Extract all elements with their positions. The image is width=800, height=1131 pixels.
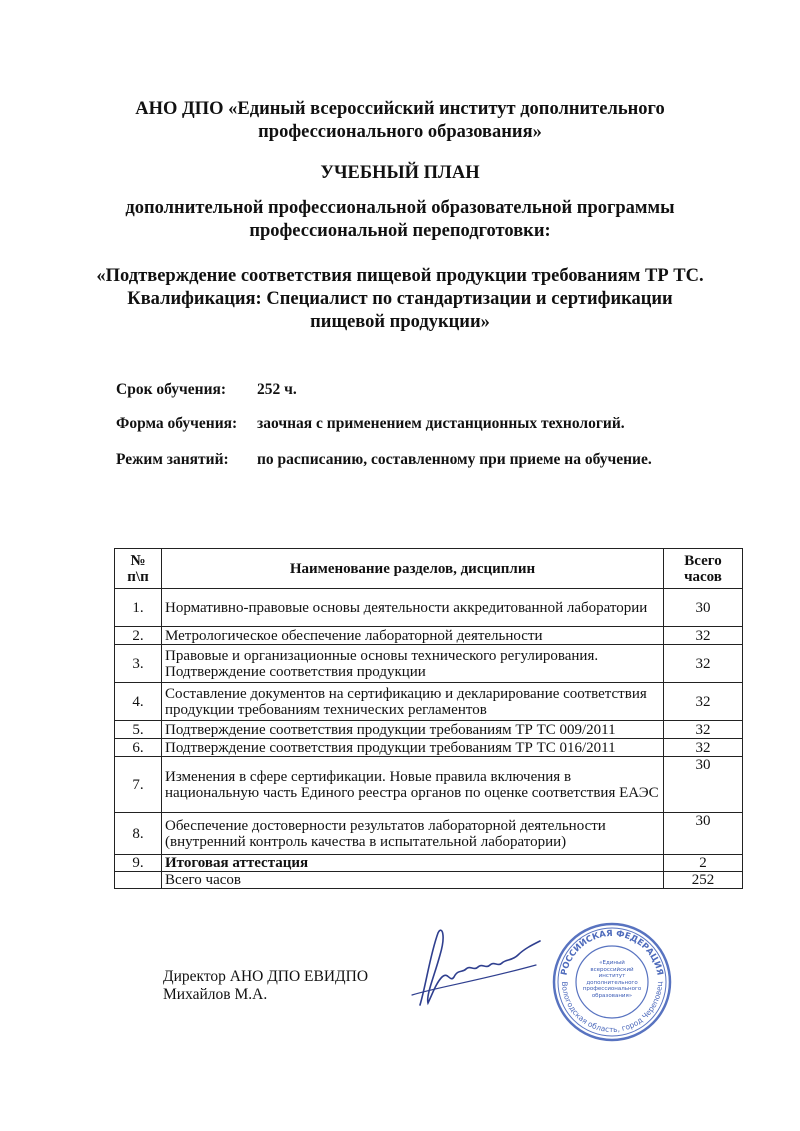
table-row	[115, 627, 743, 645]
table-row	[115, 683, 743, 721]
program-line-2: Квалификация: Специалист по стандартизации и сертификации	[127, 289, 673, 309]
curriculum-table	[114, 548, 743, 889]
stamp-top-text: РОССИЙСКАЯ ФЕДЕРАЦИЯ	[559, 928, 665, 977]
mode-row	[116, 451, 652, 469]
form-row	[116, 415, 625, 433]
row-num: 1.	[115, 589, 162, 627]
signatory-name: Михайлов М.А.	[163, 986, 268, 1003]
row-num: 3.	[115, 645, 162, 683]
row-name: Всего часов	[162, 872, 664, 889]
row-hours: 30	[664, 589, 743, 627]
table-row	[115, 739, 743, 757]
header-name: Наименование разделов, дисциплин	[162, 549, 664, 589]
signatory-block	[163, 968, 368, 1004]
stamp-center-text: «Единый всероссийский институт дополнительного профессионального образования»	[582, 960, 642, 999]
row-num: 9.	[115, 855, 162, 872]
duration-row	[116, 381, 297, 399]
row-name: Метрологическое обеспечение лабораторной деятельности	[162, 627, 664, 645]
subtitle-line-2: профессиональной переподготовки:	[249, 221, 551, 241]
table-row	[115, 721, 743, 739]
row-name: Подтверждение соответствия продукции требованиям ТР ТС 009/2011	[162, 721, 664, 739]
row-num: 5.	[115, 721, 162, 739]
row-name: Правовые и организационные основы технического регулирования. Подтверждение соответствия продукции	[162, 645, 664, 683]
header-num: № п\п	[115, 549, 162, 589]
duration-label: Срок обучения:	[116, 381, 227, 398]
row-num: 2.	[115, 627, 162, 645]
table-row	[115, 645, 743, 683]
row-hours: 32	[664, 683, 743, 721]
subtitle-line-1: дополнительной профессиональной образовательной программы	[125, 198, 675, 218]
row-name: Обеспечение достоверности результатов лабораторной деятельности (внутренний контроль качества в испытательной лаборатории)	[162, 813, 664, 855]
stamp-bottom-text: Вологодская область, город Череповец	[559, 981, 665, 1035]
table-header-row	[115, 549, 743, 589]
row-hours: 32	[664, 645, 743, 683]
row-num	[115, 872, 162, 889]
row-num: 7.	[115, 757, 162, 813]
program-name	[0, 265, 800, 334]
row-num: 4.	[115, 683, 162, 721]
row-hours: 30	[664, 757, 743, 813]
row-name: Составление документов на сертификацию и декларирование соответствия продукции требованиям технических регламентов	[162, 683, 664, 721]
program-line-1: «Подтверждение соответствия пищевой продукции требованиям ТР ТС.	[96, 266, 704, 286]
row-hours: 32	[664, 739, 743, 757]
table-row	[115, 589, 743, 627]
handwritten-signature	[408, 925, 548, 1015]
official-stamp	[550, 920, 674, 1044]
total-row	[115, 872, 743, 889]
row-hours: 32	[664, 721, 743, 739]
duration-value: 252 ч.	[257, 381, 297, 398]
row-hours: 32	[664, 627, 743, 645]
document-title: УЧЕБНЫЙ ПЛАН	[320, 163, 480, 183]
row-hours: 252	[664, 872, 743, 889]
header-hours	[664, 549, 743, 589]
org-line-1: АНО ДПО «Единый всероссийский институт дополнительного	[135, 99, 665, 119]
header-hours-line-2: часов	[684, 568, 722, 585]
document-subtitle	[0, 197, 800, 243]
row-name: Нормативно-правовые основы деятельности аккредитованной лаборатории	[162, 589, 664, 627]
header-hours-line-1: Всего	[684, 552, 722, 569]
row-num: 6.	[115, 739, 162, 757]
row-hours: 2	[664, 855, 743, 872]
mode-label: Режим занятий:	[116, 451, 229, 468]
row-name: Итоговая аттестация	[162, 855, 664, 872]
table-row	[115, 757, 743, 813]
program-line-3: пищевой продукции»	[310, 312, 490, 332]
mode-value: по расписанию, составленному при приеме на обучение.	[257, 451, 652, 468]
table-row	[115, 813, 743, 855]
form-value: заочная с применением дистанционных технологий.	[257, 415, 625, 432]
org-line-2: профессионального образования»	[258, 122, 542, 142]
row-name: Изменения в сфере сертификации. Новые правила включения в национальную часть Единого реестра органов по оценке соответствия ЕАЭС	[162, 757, 664, 813]
form-label: Форма обучения:	[116, 415, 238, 432]
organization-name	[0, 98, 800, 144]
row-name: Подтверждение соответствия продукции требованиям ТР ТС 016/2011	[162, 739, 664, 757]
row-hours: 30	[664, 813, 743, 855]
signatory-position: Директор АНО ДПО ЕВИДПО	[163, 968, 369, 985]
final-attestation-row	[115, 855, 743, 872]
row-num: 8.	[115, 813, 162, 855]
